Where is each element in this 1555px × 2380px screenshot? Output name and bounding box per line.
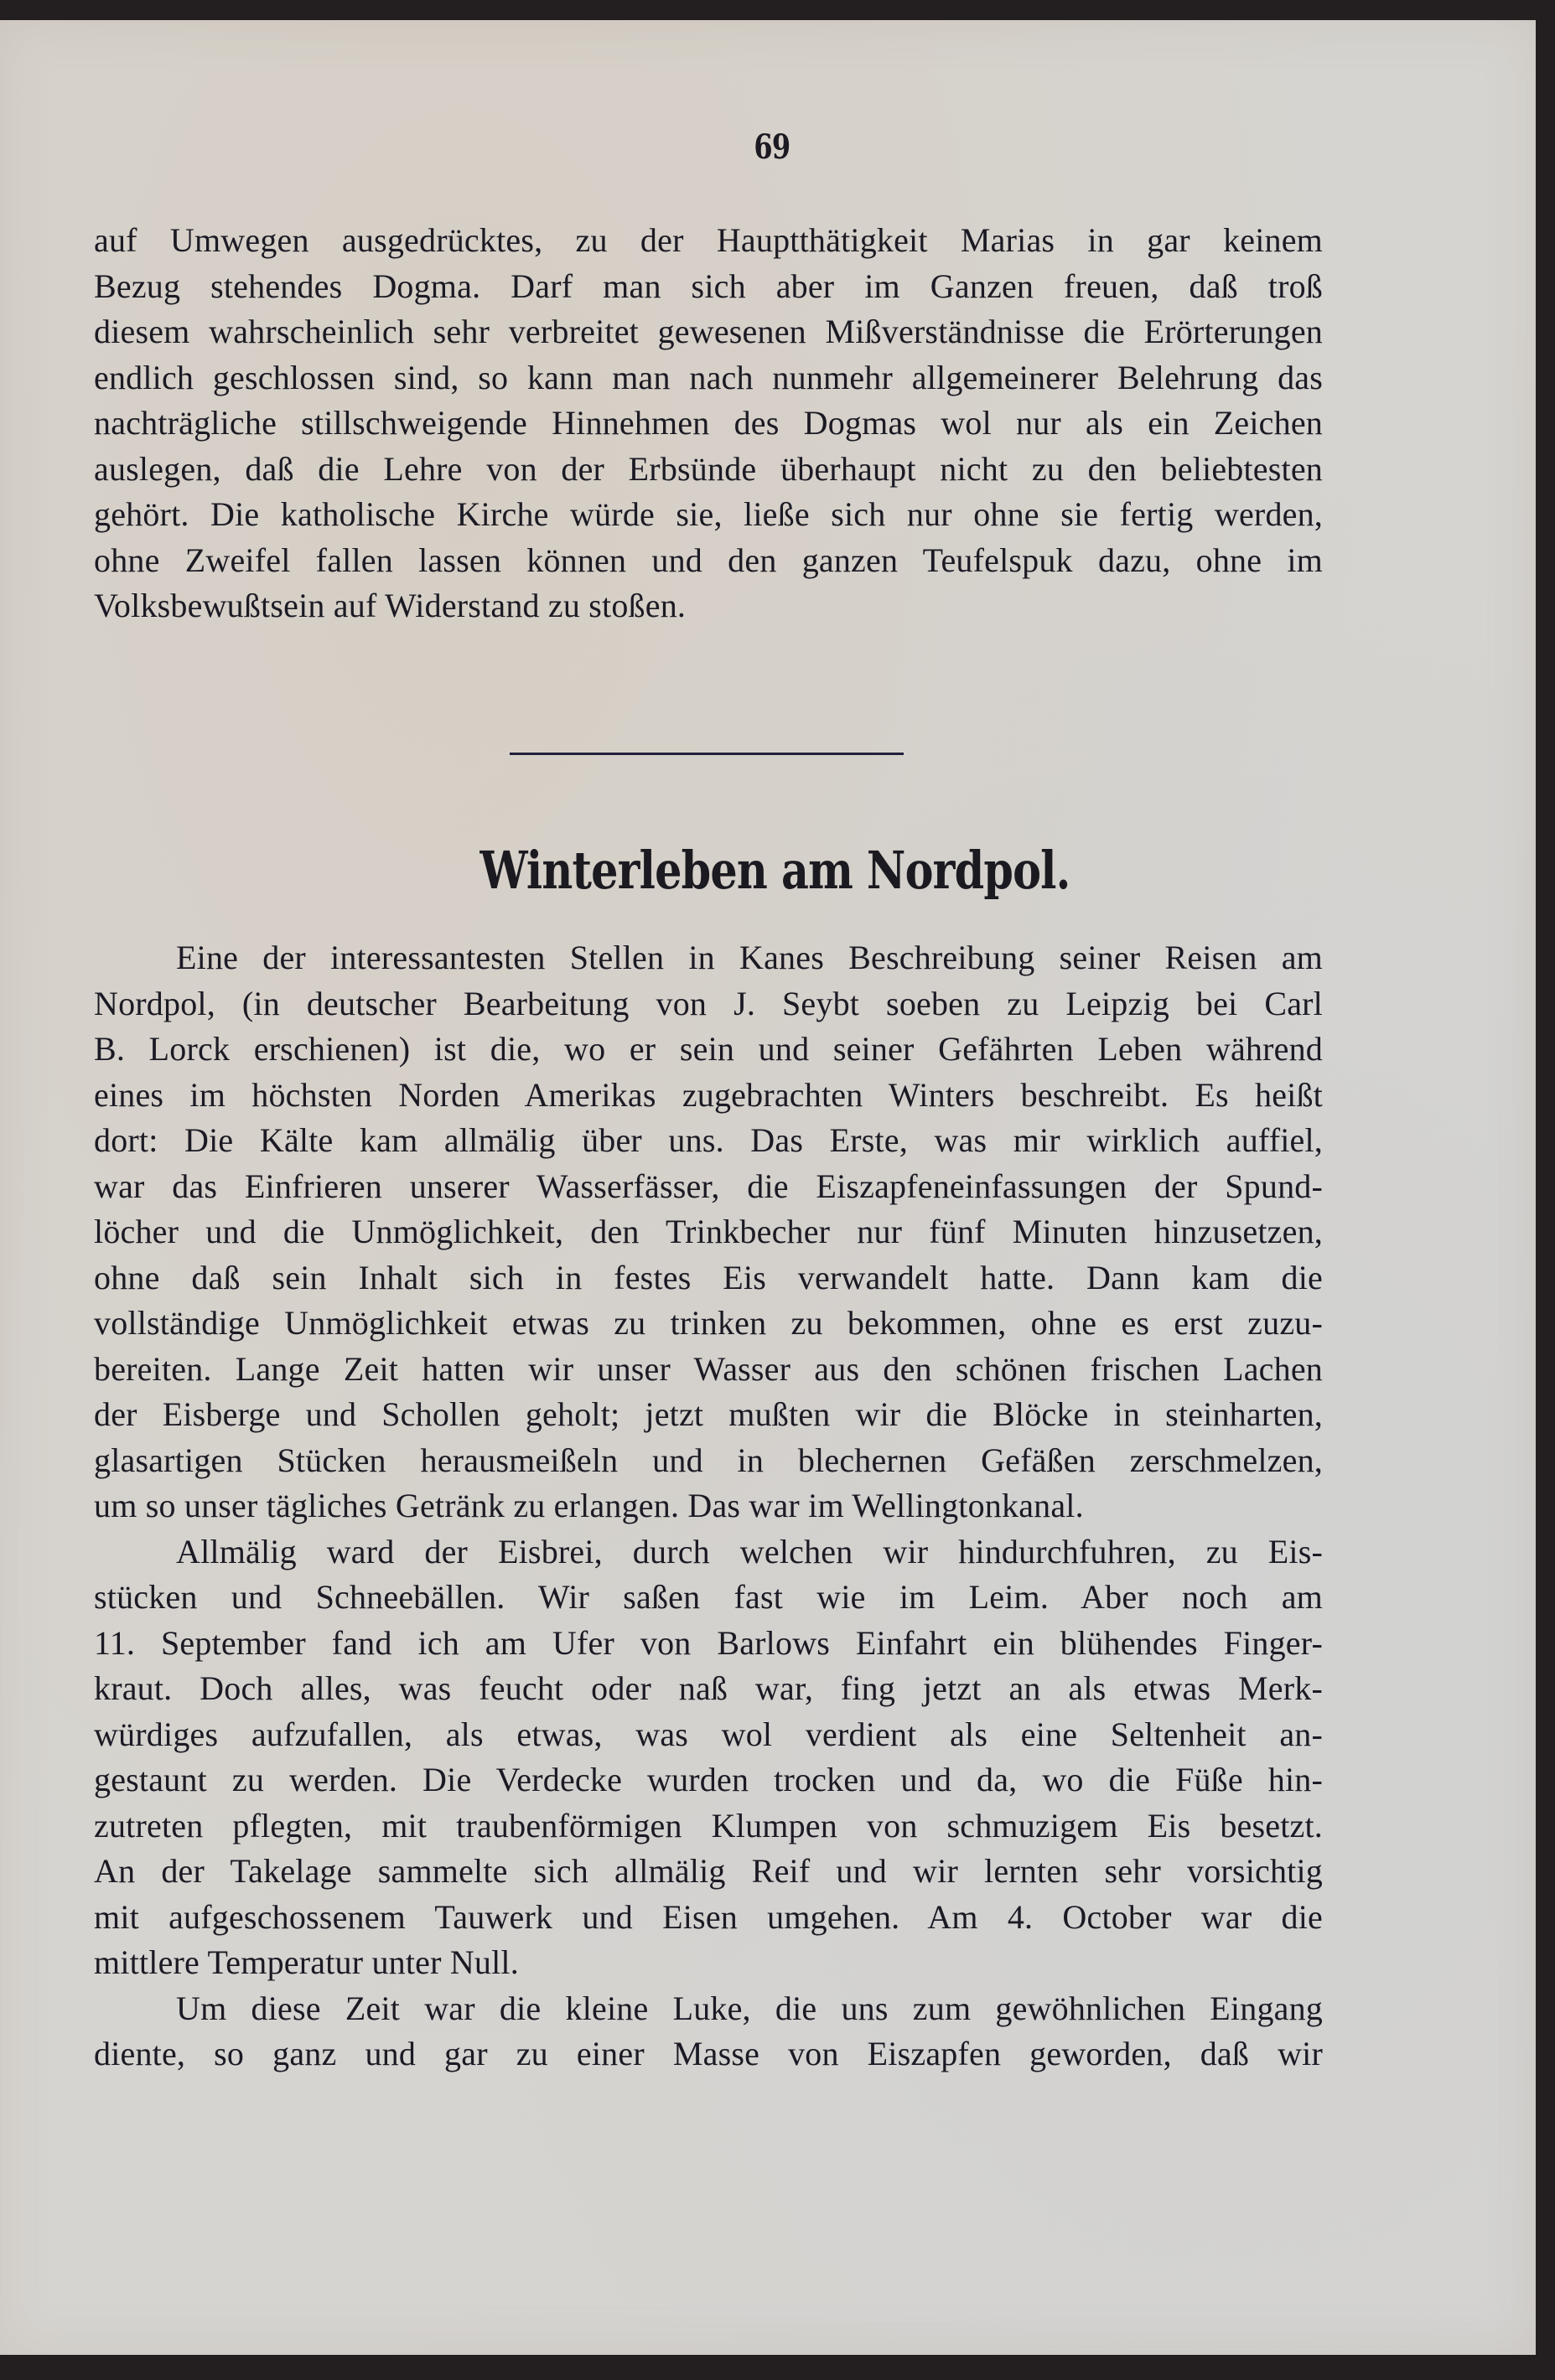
text-line: gestaunt zu werden. Die Verdecke wurden trocken und da, wo die Füße hin- — [94, 1761, 1323, 1798]
text-line: dort: Die Kälte kam allmälig über uns. Das Erste, was mir wirklich auffiel, — [94, 1121, 1323, 1159]
text-line: gehört. Die katholische Kirche würde sie, ließe sich nur ohne sie fertig werden, — [94, 495, 1323, 533]
text-line: Bezug stehendes Dogma. Darf man sich aber im Ganzen freuen, daß troß — [94, 266, 1323, 305]
page-number — [0, 127, 1536, 167]
article-title — [0, 840, 1536, 901]
continued-paragraph — [94, 218, 1323, 629]
text-line: stücken und Schneebällen. Wir saßen fast wie im Leim. Aber noch am — [94, 1578, 1323, 1616]
text-line: mit aufgeschossenem Tauwerk und Eisen umgehen. Am 4. October war die — [94, 1897, 1323, 1936]
paragraph-first-line: Um diese Zeit war die kleine Luke, die uns zum gewöhnlichen Eingang — [176, 1989, 1323, 2027]
text-line: endlich geschlossen sind, so kann man nach nunmehr allgemeinerer Belehrung das — [94, 358, 1323, 396]
text-line: zutreten pflegten, mit traubenförmigen Klumpen von schmuzigem Eis besetzt. — [94, 1806, 1323, 1844]
text-line: ohne Zweifel fallen lassen können und den ganzen Teufelspuk dazu, ohne im — [94, 541, 1323, 579]
text-line: nachträgliche stillschweigende Hinnehmen des Dogmas wol nur als ein Zeichen — [94, 404, 1323, 442]
text-line: Volksbewußtsein auf Widerstand zu stoßen. — [94, 587, 687, 624]
text-line: mittlere Temperatur unter Null. — [94, 1943, 519, 1981]
text-line: diesem wahrscheinlich sehr verbreitet gewesenen Mißverständnisse die Erörterungen — [94, 313, 1323, 350]
article-body — [94, 935, 1323, 2077]
text-line: diente, so ganz und gar zu einer Masse von Eiszapfen geworden, daß wir — [94, 2035, 1323, 2072]
text-line: der Eisberge und Schollen geholt; jetzt mußten wir die Blöcke in steinharten, — [94, 1395, 1323, 1433]
text-line: An der Takelage sammelte sich allmälig Reif und wir lernten sehr vorsichtig — [94, 1852, 1323, 1890]
text-line: vollständige Unmöglichkeit etwas zu trinken zu bekommen, ohne es erst zuzu- — [94, 1304, 1323, 1342]
text-line: auf Umwegen ausgedrücktes, zu der Hauptthätigkeit Marias in gar keinem — [94, 221, 1323, 259]
text-line: bereiten. Lange Zeit hatten wir unser Wasser aus den schönen frischen Lachen — [94, 1349, 1323, 1388]
section-divider-rule — [510, 753, 904, 755]
text-line: glasartigen Stücken herausmeißeln und in blechernen Gefäßen zerschmelzen, — [94, 1441, 1323, 1479]
text-line: ohne daß sein Inhalt sich in festes Eis verwandelt hatte. Dann kam die — [94, 1258, 1323, 1296]
page-number-text: 69 — [754, 127, 790, 167]
text-line: kraut. Doch alles, was feucht oder naß war, fing jetzt an als etwas Merk- — [94, 1669, 1323, 1707]
text-line: löcher und die Unmöglichkeit, den Trinkbecher nur fünf Minuten hinzusetzen, — [94, 1213, 1323, 1250]
text-line: eines im höchsten Norden Amerikas zugebrachten Winters beschreibt. Es heißt — [94, 1075, 1323, 1114]
text-line: B. Lorck erschienen) ist die, wo er sein und seiner Gefährten Leben während — [94, 1030, 1323, 1068]
text-line: würdiges aufzufallen, als etwas, was wol verdient als eine Seltenheit an- — [94, 1715, 1323, 1753]
book-page — [0, 20, 1536, 2355]
text-line: um so unser tägliches Getränk zu erlangen. Das war im Wellingtonkanal. — [94, 1487, 1084, 1524]
text-line: 11. September fand ich am Ufer von Barlows Einfahrt ein blühendes Finger- — [94, 1623, 1323, 1662]
text-line: Nordpol, (in deutscher Bearbeitung von J. Seybt soeben zu Leipzig bei Carl — [94, 984, 1323, 1022]
paragraph-first-line: Eine der interessantesten Stellen in Kanes Beschreibung seiner Reisen am — [176, 939, 1323, 976]
paragraph-first-line: Allmälig ward der Eisbrei, durch welchen wir hindurchfuhren, zu Eis- — [176, 1532, 1323, 1570]
text-line: auslegen, daß die Lehre von der Erbsünde überhaupt nicht zu den beliebtesten — [94, 449, 1323, 488]
text-line: war das Einfrieren unserer Wasserfässer, die Eiszapfeneinfassungen der Spund- — [94, 1167, 1323, 1205]
article-title-text: Winterleben am Nordpol. — [479, 840, 1070, 901]
